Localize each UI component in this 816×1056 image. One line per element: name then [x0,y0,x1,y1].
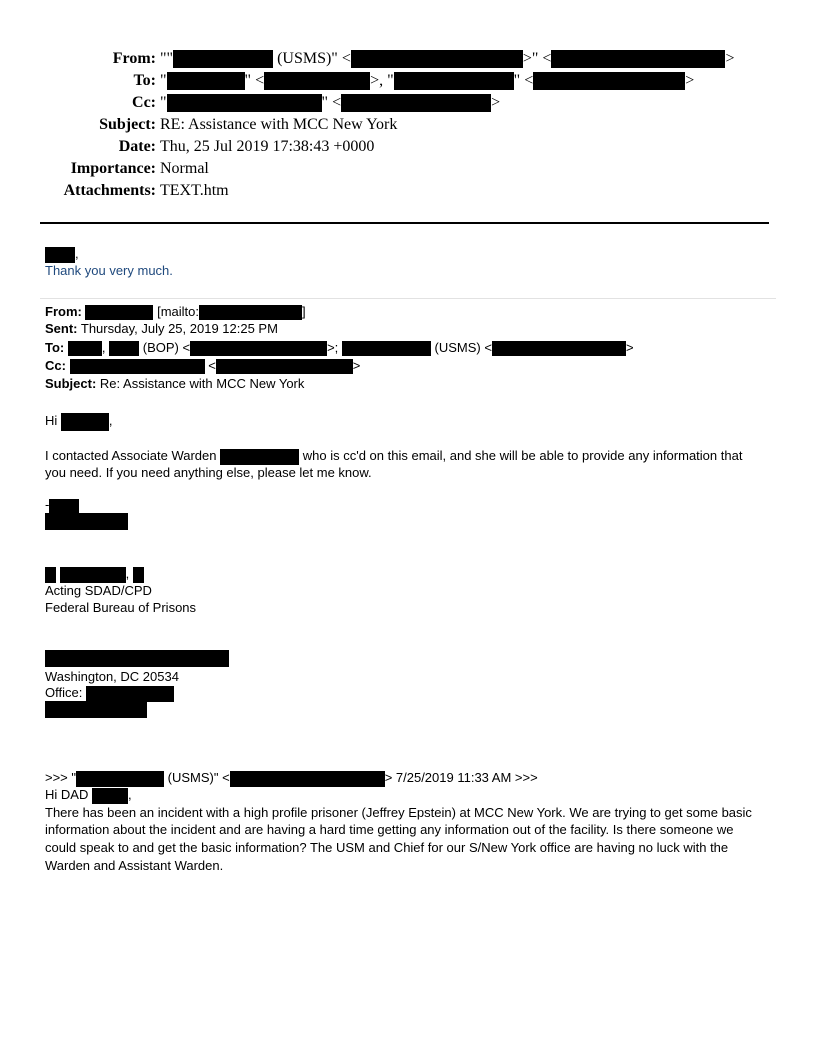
redaction [85,305,153,320]
orig-line4: Warden and Assistant Warden. [45,858,224,873]
fwd-subject-value: Re: Assistance with MCC New York [99,376,305,391]
text: - [45,497,50,512]
header-divider [40,222,769,224]
redaction [190,341,327,356]
sig-name [45,565,144,583]
sig-org: Federal Bureau of Prisons [45,600,197,615]
text: , [75,246,79,261]
redaction [45,567,56,583]
redaction [45,650,229,667]
redaction [173,50,273,68]
fwd-cc-row [45,357,360,374]
text: > [625,340,634,355]
text: >>> " [45,770,77,785]
redaction [167,94,322,112]
redaction [342,341,431,356]
redaction [45,701,147,718]
text: " < [244,72,265,89]
text: > [685,72,695,89]
redaction [70,359,205,374]
fwd-subject-row [45,375,304,392]
reply-thanks: Thank you very much. [45,263,173,278]
fwd-subject-label: Subject: [45,376,97,391]
subject-label: Subject: [99,116,156,133]
attachments-label: Attachments: [63,182,156,199]
attachments-value: TEXT.htm [160,182,229,199]
text: , [101,340,106,355]
importance-value: Normal [160,160,209,177]
text: who is cc'd on this email, and she will be able to provide any information that [302,448,743,463]
text: >" < [522,50,552,67]
redaction [533,72,685,90]
redaction [92,788,128,804]
fwd-greeting [45,412,113,431]
redaction [49,499,79,513]
fwd-sent-label: Sent: [45,321,78,336]
to-value [160,70,694,92]
redaction [45,513,128,530]
redaction [76,771,164,787]
text: (USMS) < [434,340,492,355]
text: , [127,787,132,802]
header-date-row [0,136,816,158]
redaction [61,413,109,431]
to-label: To: [133,72,156,89]
text: " [160,72,167,89]
header-cc-row [0,92,816,114]
date-value: Thu, 25 Jul 2019 17:38:43 +0000 [160,138,375,155]
redaction [60,567,126,583]
text: < [208,358,216,373]
header-attachments-row [0,180,816,202]
sig-title: Acting SDAD/CPD [45,583,152,598]
orig-line1: There has been an incident with a high profile prisoner (Jeffrey Epstein) at MCC New York. We are trying to get some basic [45,805,752,820]
importance-label: Importance: [70,160,156,177]
subject-value: RE: Assistance with MCC New York [160,116,398,133]
orig-greeting [45,786,132,804]
text: Hi [45,413,58,428]
orig-line2: information about the incident and are having a hard time getting any information out of the facility. Is there someone we [45,822,734,837]
fwd-sent-row [45,320,278,337]
redaction [199,305,302,320]
text: , [108,413,113,428]
text: (BOP) < [142,340,191,355]
text: I contacted Associate Warden [45,448,217,463]
text: " [160,94,167,111]
text: [mailto: [157,304,199,319]
header-to-row [0,70,816,92]
redaction [216,359,353,374]
redaction [394,72,514,90]
redaction [492,341,626,356]
redaction [167,72,245,90]
redaction [351,50,523,68]
message-separator [40,298,776,299]
sig-office [45,684,174,702]
reply-greeting [45,245,79,263]
text: > [725,50,735,67]
redaction [341,94,491,112]
redaction [86,686,174,702]
redaction [230,771,385,787]
orig-line3: could speak to and get the basic information? The USM and Chief for our S/New York office are having no luck with the [45,840,729,855]
text: >, " [370,72,394,89]
header-from-row [0,48,816,70]
text: > 7/25/2019 11:33 AM >>> [384,770,538,785]
redaction [133,567,144,583]
header-subject-row [0,114,816,136]
redaction [220,449,299,465]
redaction [551,50,725,68]
text: ] [302,304,306,319]
redaction [68,341,102,356]
text: , [125,566,130,581]
text: > [352,358,361,373]
fwd-cc-label: Cc: [45,358,66,373]
text: (USMS)" < [273,50,351,67]
sig-initial [45,496,79,513]
cc-value [160,92,500,114]
text: Hi DAD [45,787,89,802]
sig-city: Washington, DC 20534 [45,669,179,684]
text: Office: [45,685,83,700]
cc-label: Cc: [132,94,156,111]
fwd-to-row [45,339,634,356]
redaction [45,247,75,263]
date-label: Date: [118,138,156,155]
fwd-sent-value: Thursday, July 25, 2019 12:25 PM [80,321,278,336]
redaction [264,72,370,90]
fwd-para-line2: you need. If you need anything else, please let me know. [45,465,372,480]
text: (USMS)" < [167,770,230,785]
fwd-para-line1 [45,447,742,465]
fwd-to-label: To: [45,340,65,355]
text: > [491,94,501,111]
orig-header [45,769,538,787]
fwd-from-row [45,303,306,320]
from-label: From: [112,50,156,67]
text: "" [160,50,174,67]
from-value [160,48,734,70]
text: " < [321,94,342,111]
header-importance-row [0,158,816,180]
redaction [109,341,139,356]
text: >; [327,340,339,355]
fwd-from-label: From: [45,304,82,319]
text: " < [513,72,534,89]
